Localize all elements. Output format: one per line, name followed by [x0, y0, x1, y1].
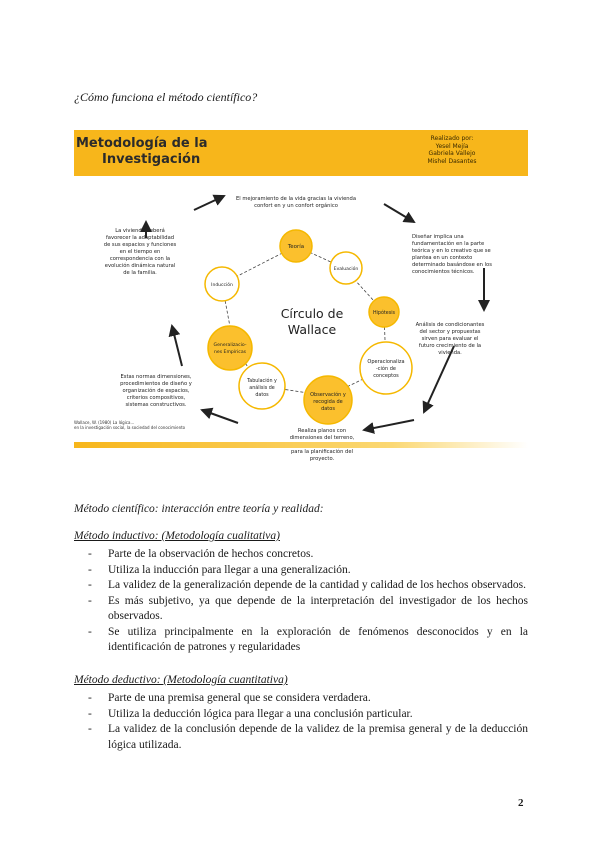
node-label: recogida de	[313, 399, 343, 405]
svg-text:criterios compositivos,: criterios compositivos,	[126, 395, 186, 401]
svg-text:de sus espacios y funciones: de sus espacios y funciones	[103, 242, 177, 248]
svg-text:del sector y propuestas: del sector y propuestas	[419, 329, 481, 335]
list-item: - Utiliza la inducción para llegar a una generalización.	[88, 563, 351, 576]
node-label: Observación y	[310, 392, 346, 398]
note-right-lower	[416, 321, 485, 356]
svg-text:Realiza planos con: Realiza planos con	[297, 428, 347, 434]
svg-text:fundamentación en la parte: fundamentación en la parte	[412, 241, 485, 247]
svg-text:El mejoramiento de la vida gra: El mejoramiento de la vida gracias la vivienda	[235, 196, 357, 202]
svg-text:conocimientos técnicos.: conocimientos técnicos.	[412, 269, 475, 275]
inductive-heading: Método inductivo: (Metodología cualitativa)	[74, 530, 280, 542]
node-label: conceptos	[373, 373, 399, 379]
svg-text:Diseñar implica una: Diseñar implica una	[412, 234, 464, 240]
svg-text:para la planificación del: para la planificación del	[291, 449, 353, 455]
inductive-list	[74, 547, 528, 656]
note-left-upper	[104, 227, 177, 276]
node-label: Teoría	[287, 244, 305, 250]
svg-text:futuro crecimiento de la: futuro crecimiento de la	[418, 343, 482, 349]
node-observacion	[304, 376, 352, 424]
node-label: datos	[321, 406, 335, 412]
note-left-lower	[120, 374, 192, 408]
svg-text:determinado basándose en los: determinado basándose en los	[412, 262, 492, 268]
svg-text:organización de espacios,: organización de espacios,	[122, 388, 190, 394]
svg-text:Estas normas dimensiones,: Estas normas dimensiones,	[120, 374, 192, 380]
list-item: - Parte de la observación de hechos concretos.	[88, 548, 314, 560]
wallace-circle-diagram	[74, 130, 528, 470]
node-label: Tabulación y	[247, 379, 277, 384]
node-label: nes Empíricas	[213, 350, 247, 355]
deductive-list	[74, 691, 528, 753]
node-induccion	[205, 267, 239, 301]
center-label-line1: Círculo de	[280, 306, 344, 321]
node-hipotesis	[369, 297, 399, 327]
figure-title-line2: Investigación	[102, 152, 201, 167]
credit-line: Realizado por:	[430, 135, 474, 142]
list-item: - La validez de la generalización depende de la cantidad y calidad de los hechos observados.	[88, 579, 526, 591]
note-right	[412, 234, 492, 275]
list-item: - Utiliza la deducción lógica para llegar a una conclusión particular.	[88, 707, 413, 720]
node-evaluacion	[330, 252, 362, 284]
node-label: Inducción	[211, 283, 233, 288]
node-label: Generalizacio-	[213, 343, 247, 348]
figure-source: Wallace, W. (1980) La lógica... en la investigación social, la sociedad del conocimiento	[74, 420, 186, 430]
node-label: análisis de	[249, 386, 275, 391]
svg-text:teórica y en lo creativo que s: teórica y en lo creativo que se	[412, 248, 491, 254]
svg-text:confort en y un confort orgáni: confort en y un confort orgánico	[254, 203, 338, 209]
list-item: - Es más subjetivo, ya que depende de la interpretación del investigador de los hechos observados.	[88, 594, 528, 622]
list-item: - Parte de una premisa general que se considera verdadera.	[88, 692, 371, 704]
credit-line: Yesel Mejía	[435, 142, 469, 150]
node-label: Evaluación	[333, 267, 359, 272]
deductive-heading: Método deductivo: (Metodología cuantitativa)	[74, 674, 288, 686]
svg-text:en el tiempo en: en el tiempo en	[119, 249, 161, 255]
credit-line: Gabriela Vallejo	[428, 150, 476, 157]
node-teoria	[280, 230, 312, 262]
node-tabulacion	[239, 363, 285, 409]
note-top	[236, 196, 356, 209]
svg-text:Análisis de condicionantes: Análisis de condicionantes	[415, 322, 485, 328]
svg-text:favorecer la adaptabilidad: favorecer la adaptabilidad	[105, 235, 175, 241]
svg-text:correspondencia con la: correspondencia con la	[109, 256, 171, 262]
page-number: 2	[518, 797, 524, 809]
svg-text:sirven para evaluar el: sirven para evaluar el	[421, 336, 479, 342]
methodology-figure	[74, 130, 528, 470]
figure-footer-band	[74, 442, 528, 448]
svg-text:procedimientos de diseño y: procedimientos de diseño y	[120, 381, 192, 387]
center-label-line2: Wallace	[287, 322, 337, 337]
svg-text:plantea en un contexto: plantea en un contexto	[412, 255, 473, 261]
svg-text:sistemas constructivos.: sistemas constructivos.	[125, 402, 187, 408]
list-item: - Se utiliza principalmente en la exploración de fenómenos desconocidos y en la identificación de patrones y regularidades	[88, 625, 528, 653]
question-heading: ¿Cómo funciona el método científico?	[74, 90, 258, 104]
node-label: datos	[255, 393, 269, 398]
svg-text:vivienda.: vivienda.	[438, 350, 462, 356]
credit-line: Mishel Dasantes	[427, 157, 477, 165]
figure-title-line1: Metodología de la	[76, 136, 208, 151]
svg-text:dimensiones del terreno,: dimensiones del terreno,	[289, 435, 355, 441]
section-intro: Método científico: interacción entre teoría y realidad:	[74, 503, 324, 515]
node-label: Hipótesis	[372, 311, 396, 316]
svg-text:proyecto.: proyecto.	[309, 456, 335, 462]
svg-text:La vivienda deberá: La vivienda deberá	[115, 228, 165, 234]
list-item: - La validez de la conclusión depende de la validez de la premisa general y de la deducción lógica utilizada.	[88, 723, 528, 751]
node-label: -ción de	[375, 366, 397, 372]
node-operacionalizacion	[360, 342, 412, 394]
svg-text:evolución dinámica natural: evolución dinámica natural	[104, 263, 176, 269]
node-label: Operacionaliza	[367, 359, 405, 365]
svg-text:de la familia.: de la familia.	[123, 270, 157, 276]
node-generalizaciones	[208, 326, 252, 370]
